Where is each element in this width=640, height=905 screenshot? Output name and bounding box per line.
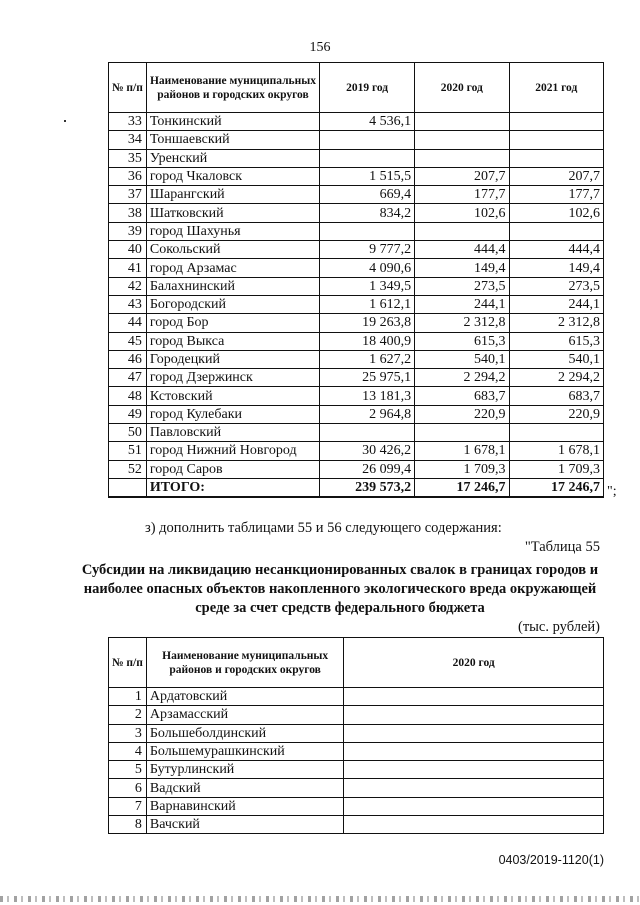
closing-quote: "; bbox=[607, 484, 617, 499]
table-row bbox=[109, 424, 604, 442]
district-name-cell: Уренский bbox=[146, 149, 319, 167]
row-number-cell: 34 bbox=[109, 131, 147, 149]
value-cell: 25 975,1 bbox=[320, 369, 415, 387]
unit-label: (тыс. рублей) bbox=[518, 619, 600, 635]
table-row bbox=[109, 113, 604, 131]
value-cell: 683,7 bbox=[509, 387, 603, 405]
value-cell bbox=[344, 706, 604, 724]
district-name-cell: Большемурашкинский bbox=[146, 742, 344, 760]
value-cell bbox=[509, 222, 603, 240]
district-name-cell: Богородский bbox=[146, 295, 319, 313]
scan-artifact-strip bbox=[0, 896, 640, 902]
value-cell: 273,5 bbox=[415, 277, 509, 295]
district-name-cell: Кстовский bbox=[146, 387, 319, 405]
value-cell: 30 426,2 bbox=[320, 442, 415, 460]
row-number-cell: 39 bbox=[109, 222, 147, 240]
value-cell: 207,7 bbox=[509, 167, 603, 185]
value-cell: 220,9 bbox=[509, 405, 603, 423]
district-name-cell: Сокольский bbox=[146, 241, 319, 259]
value-cell bbox=[415, 131, 509, 149]
value-cell bbox=[509, 113, 603, 131]
total-2020: 17 246,7 bbox=[415, 478, 509, 497]
value-cell: 19 263,8 bbox=[320, 314, 415, 332]
value-cell: 834,2 bbox=[320, 204, 415, 222]
row-number-cell: 38 bbox=[109, 204, 147, 222]
value-cell bbox=[509, 149, 603, 167]
value-cell bbox=[509, 424, 603, 442]
value-cell bbox=[509, 131, 603, 149]
table-row bbox=[109, 332, 604, 350]
header-2020: 2020 год bbox=[415, 63, 509, 113]
value-cell bbox=[320, 131, 415, 149]
district-name-cell: Бутурлинский bbox=[146, 761, 344, 779]
table-row bbox=[109, 369, 604, 387]
table-row bbox=[109, 442, 604, 460]
value-cell: 2 294,2 bbox=[415, 369, 509, 387]
document-code: 0403/2019-1120(1) bbox=[498, 853, 604, 867]
total-2019: 239 573,2 bbox=[320, 478, 415, 497]
table-row bbox=[109, 167, 604, 185]
value-cell: 540,1 bbox=[509, 350, 603, 368]
table-row bbox=[109, 277, 604, 295]
value-cell: 1 627,2 bbox=[320, 350, 415, 368]
row-number-cell: 2 bbox=[109, 706, 147, 724]
table-body bbox=[109, 113, 604, 479]
value-cell: 2 294,2 bbox=[509, 369, 603, 387]
district-name-cell: город Шахунья bbox=[146, 222, 319, 240]
district-name-cell: город Нижний Новгород bbox=[146, 442, 319, 460]
table-row bbox=[109, 706, 604, 724]
table-heading: Субсидии на ликвидацию несанкционированных свалок в границах городов и наиболее опасных объектов накопленного экологического вреда окружающей среде за счет средств федерального бюджета bbox=[81, 562, 599, 616]
table-header-row bbox=[109, 638, 604, 688]
value-cell bbox=[344, 688, 604, 706]
header-number: № п/п bbox=[109, 63, 147, 113]
row-number-cell: 47 bbox=[109, 369, 147, 387]
table-row bbox=[109, 405, 604, 423]
value-cell: 2 312,8 bbox=[509, 314, 603, 332]
table-row bbox=[109, 816, 604, 834]
header-number: № п/п bbox=[109, 638, 147, 688]
row-number-cell: 35 bbox=[109, 149, 147, 167]
header-2021: 2021 год bbox=[509, 63, 603, 113]
district-name-cell: Вачский bbox=[146, 816, 344, 834]
table-row bbox=[109, 742, 604, 760]
value-cell: 1 515,5 bbox=[320, 167, 415, 185]
district-name-cell: Павловский bbox=[146, 424, 319, 442]
district-name-cell: Большеболдинский bbox=[146, 724, 344, 742]
district-name-cell: Балахнинский bbox=[146, 277, 319, 295]
total-blank-cell bbox=[109, 478, 147, 497]
row-number-cell: 40 bbox=[109, 241, 147, 259]
table-55 bbox=[108, 637, 604, 834]
row-number-cell: 49 bbox=[109, 405, 147, 423]
value-cell: 207,7 bbox=[415, 167, 509, 185]
row-number-cell: 33 bbox=[109, 113, 147, 131]
table-row bbox=[109, 241, 604, 259]
value-cell: 102,6 bbox=[415, 204, 509, 222]
value-cell bbox=[344, 761, 604, 779]
row-number-cell: 4 bbox=[109, 742, 147, 760]
value-cell: 1 709,3 bbox=[509, 460, 603, 478]
value-cell: 244,1 bbox=[509, 295, 603, 313]
row-number-cell: 41 bbox=[109, 259, 147, 277]
table-caption: "Таблица 55 bbox=[524, 539, 600, 555]
value-cell: 177,7 bbox=[415, 186, 509, 204]
value-cell bbox=[415, 222, 509, 240]
value-cell bbox=[415, 149, 509, 167]
table-row bbox=[109, 779, 604, 797]
value-cell: 683,7 bbox=[415, 387, 509, 405]
total-2021: 17 246,7 bbox=[509, 478, 603, 497]
table-row bbox=[109, 259, 604, 277]
value-cell bbox=[415, 424, 509, 442]
row-number-cell: 42 bbox=[109, 277, 147, 295]
table-row bbox=[109, 131, 604, 149]
value-cell: 177,7 bbox=[509, 186, 603, 204]
district-name-cell: город Выкса bbox=[146, 332, 319, 350]
value-cell: 1 678,1 bbox=[415, 442, 509, 460]
table-row bbox=[109, 350, 604, 368]
row-number-cell: 37 bbox=[109, 186, 147, 204]
table-row bbox=[109, 688, 604, 706]
value-cell: 149,4 bbox=[415, 259, 509, 277]
value-cell: 444,4 bbox=[509, 241, 603, 259]
table-row bbox=[109, 761, 604, 779]
row-number-cell: 51 bbox=[109, 442, 147, 460]
district-name-cell: Арзамасский bbox=[146, 706, 344, 724]
district-name-cell: Тонкинский bbox=[146, 113, 319, 131]
value-cell bbox=[344, 816, 604, 834]
table-row bbox=[109, 314, 604, 332]
table-row bbox=[109, 295, 604, 313]
table-header-row bbox=[109, 63, 604, 113]
table-row bbox=[109, 149, 604, 167]
row-number-cell: 6 bbox=[109, 779, 147, 797]
table-row bbox=[109, 460, 604, 478]
row-number-cell: 50 bbox=[109, 424, 147, 442]
value-cell bbox=[320, 424, 415, 442]
district-name-cell: Городецкий bbox=[146, 350, 319, 368]
value-cell: 4 536,1 bbox=[320, 113, 415, 131]
row-number-cell: 1 bbox=[109, 688, 147, 706]
subsidy-table-continued bbox=[108, 62, 604, 498]
row-number-cell: 7 bbox=[109, 797, 147, 815]
district-name-cell: Тоншаевский bbox=[146, 131, 319, 149]
district-name-cell: город Чкаловск bbox=[146, 167, 319, 185]
district-name-cell: Шарангский bbox=[146, 186, 319, 204]
value-cell: 273,5 bbox=[509, 277, 603, 295]
row-number-cell: 36 bbox=[109, 167, 147, 185]
value-cell: 220,9 bbox=[415, 405, 509, 423]
table-row bbox=[109, 222, 604, 240]
district-name-cell: Вадский bbox=[146, 779, 344, 797]
value-cell bbox=[344, 779, 604, 797]
value-cell bbox=[320, 149, 415, 167]
value-cell: 615,3 bbox=[509, 332, 603, 350]
value-cell: 669,4 bbox=[320, 186, 415, 204]
row-number-cell: 8 bbox=[109, 816, 147, 834]
value-cell: 444,4 bbox=[415, 241, 509, 259]
value-cell: 149,4 bbox=[509, 259, 603, 277]
table-row bbox=[109, 724, 604, 742]
table-row bbox=[109, 797, 604, 815]
row-number-cell: 52 bbox=[109, 460, 147, 478]
table-body bbox=[109, 688, 604, 834]
value-cell: 13 181,3 bbox=[320, 387, 415, 405]
district-name-cell: город Арзамас bbox=[146, 259, 319, 277]
row-number-cell: 5 bbox=[109, 761, 147, 779]
total-row bbox=[109, 478, 604, 497]
value-cell: 244,1 bbox=[415, 295, 509, 313]
value-cell: 2 964,8 bbox=[320, 405, 415, 423]
value-cell bbox=[415, 113, 509, 131]
value-cell: 9 777,2 bbox=[320, 241, 415, 259]
value-cell bbox=[344, 724, 604, 742]
value-cell: 2 312,8 bbox=[415, 314, 509, 332]
district-name-cell: город Бор bbox=[146, 314, 319, 332]
table-row bbox=[109, 387, 604, 405]
table-row bbox=[109, 186, 604, 204]
district-name-cell: город Дзержинск bbox=[146, 369, 319, 387]
district-name-cell: город Кулебаки bbox=[146, 405, 319, 423]
district-name-cell: Шатковский bbox=[146, 204, 319, 222]
page-number: 156 bbox=[309, 40, 331, 55]
value-cell bbox=[344, 742, 604, 760]
header-2019: 2019 год bbox=[320, 63, 415, 113]
value-cell: 1 709,3 bbox=[415, 460, 509, 478]
row-number-cell: 46 bbox=[109, 350, 147, 368]
value-cell: 1 612,1 bbox=[320, 295, 415, 313]
district-name-cell: город Саров bbox=[146, 460, 319, 478]
value-cell: 18 400,9 bbox=[320, 332, 415, 350]
scan-artifact-dot bbox=[64, 120, 66, 122]
district-name-cell: Ардатовский bbox=[146, 688, 344, 706]
value-cell: 615,3 bbox=[415, 332, 509, 350]
amendment-paragraph: з) дополнить таблицами 55 и 56 следующего содержания: bbox=[145, 520, 502, 536]
row-number-cell: 3 bbox=[109, 724, 147, 742]
value-cell bbox=[344, 797, 604, 815]
row-number-cell: 45 bbox=[109, 332, 147, 350]
value-cell bbox=[320, 222, 415, 240]
row-number-cell: 43 bbox=[109, 295, 147, 313]
value-cell: 1 678,1 bbox=[509, 442, 603, 460]
table-row bbox=[109, 204, 604, 222]
header-name: Наименование муниципальных районов и городских округов bbox=[146, 638, 344, 688]
value-cell: 26 099,4 bbox=[320, 460, 415, 478]
row-number-cell: 44 bbox=[109, 314, 147, 332]
total-label: ИТОГО: bbox=[146, 478, 319, 497]
district-name-cell: Варнавинский bbox=[146, 797, 344, 815]
value-cell: 102,6 bbox=[509, 204, 603, 222]
value-cell: 1 349,5 bbox=[320, 277, 415, 295]
value-cell: 540,1 bbox=[415, 350, 509, 368]
header-2020: 2020 год bbox=[344, 638, 604, 688]
row-number-cell: 48 bbox=[109, 387, 147, 405]
value-cell: 4 090,6 bbox=[320, 259, 415, 277]
header-name: Наименование муниципальных районов и городских округов bbox=[146, 63, 319, 113]
